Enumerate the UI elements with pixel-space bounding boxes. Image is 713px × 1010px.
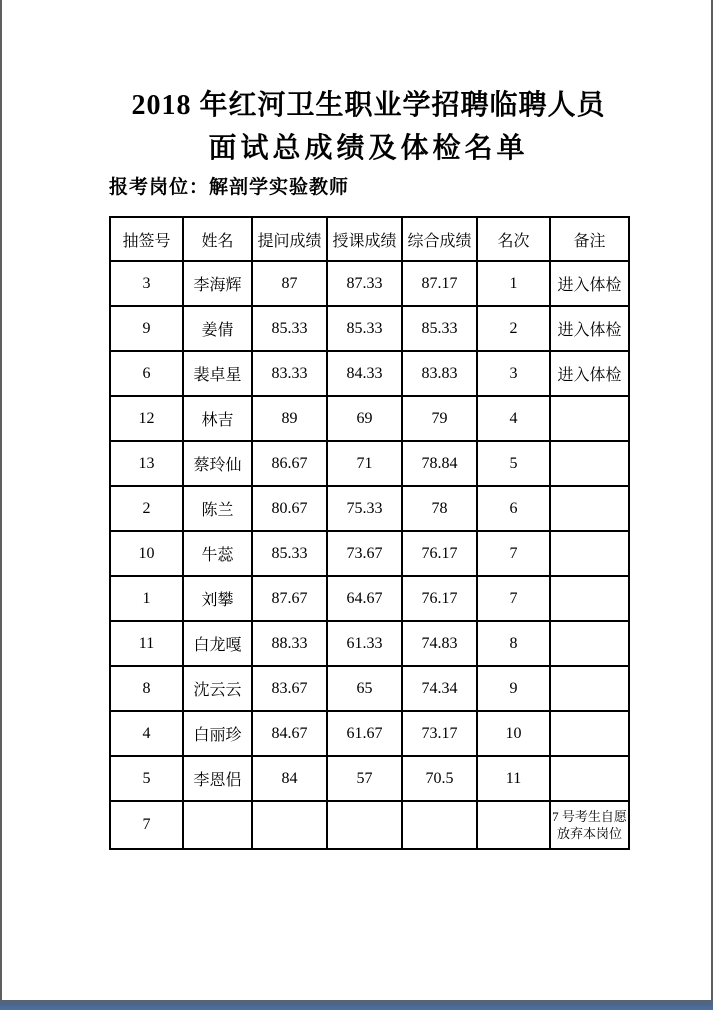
cell-remark bbox=[550, 756, 629, 801]
cell-rank: 5 bbox=[477, 441, 550, 486]
cell-ask-score: 83.67 bbox=[252, 666, 327, 711]
cell-ask-score: 83.33 bbox=[252, 351, 327, 396]
column-header: 姓名 bbox=[183, 217, 252, 261]
cell-total-score: 76.17 bbox=[402, 576, 477, 621]
cell-name: 李恩侣 bbox=[183, 756, 252, 801]
cell-remark bbox=[550, 486, 629, 531]
cell-remark bbox=[550, 621, 629, 666]
cell-total-score: 74.34 bbox=[402, 666, 477, 711]
cell-name: 白丽珍 bbox=[183, 711, 252, 756]
cell-teach-score: 65 bbox=[327, 666, 402, 711]
cell-ask-score: 89 bbox=[252, 396, 327, 441]
table-row bbox=[110, 801, 629, 849]
table-row bbox=[110, 261, 629, 306]
page-title-line1: 2018 年红河卫生职业学招聘临聘人员 bbox=[131, 90, 606, 121]
cell-teach-score: 85.33 bbox=[327, 306, 402, 351]
score-table bbox=[109, 216, 630, 850]
cell-total-score: 78.84 bbox=[402, 441, 477, 486]
cell-ask-score: 88.33 bbox=[252, 621, 327, 666]
page-title bbox=[109, 84, 628, 170]
cell-teach-score: 73.67 bbox=[327, 531, 402, 576]
cell-teach-score: 61.67 bbox=[327, 711, 402, 756]
cell-remark bbox=[550, 396, 629, 441]
cell-rank: 9 bbox=[477, 666, 550, 711]
cell-draw-no: 4 bbox=[110, 711, 183, 756]
cell-rank: 8 bbox=[477, 621, 550, 666]
cell-name: 蔡玲仙 bbox=[183, 441, 252, 486]
table-row bbox=[110, 441, 629, 486]
cell-teach-score: 64.67 bbox=[327, 576, 402, 621]
cell-ask-score: 84 bbox=[252, 756, 327, 801]
cell-rank: 1 bbox=[477, 261, 550, 306]
cell-total-score: 79 bbox=[402, 396, 477, 441]
table-row bbox=[110, 576, 629, 621]
column-header: 综合成绩 bbox=[402, 217, 477, 261]
cell-total-score: 85.33 bbox=[402, 306, 477, 351]
cell-draw-no: 8 bbox=[110, 666, 183, 711]
cell-ask-score: 87 bbox=[252, 261, 327, 306]
cell-draw-no: 13 bbox=[110, 441, 183, 486]
column-header: 备注 bbox=[550, 217, 629, 261]
cell-ask-score: 85.33 bbox=[252, 306, 327, 351]
cell-rank: 6 bbox=[477, 486, 550, 531]
cell-teach-score: 84.33 bbox=[327, 351, 402, 396]
cell-total-score: 74.83 bbox=[402, 621, 477, 666]
cell-ask-score: 84.67 bbox=[252, 711, 327, 756]
column-header: 名次 bbox=[477, 217, 550, 261]
cell-rank: 3 bbox=[477, 351, 550, 396]
cell-total-score bbox=[402, 801, 477, 849]
cell-ask-score: 87.67 bbox=[252, 576, 327, 621]
page-title-line2: 面试总成绩及体检名单 bbox=[208, 133, 529, 164]
cell-teach-score: 57 bbox=[327, 756, 402, 801]
cell-rank: 2 bbox=[477, 306, 550, 351]
cell-teach-score bbox=[327, 801, 402, 849]
cell-ask-score bbox=[252, 801, 327, 849]
cell-name: 姜倩 bbox=[183, 306, 252, 351]
cell-name: 李海辉 bbox=[183, 261, 252, 306]
cell-ask-score: 85.33 bbox=[252, 531, 327, 576]
cell-teach-score: 69 bbox=[327, 396, 402, 441]
score-table-body bbox=[110, 261, 629, 849]
cell-draw-no: 7 bbox=[110, 801, 183, 849]
cell-remark bbox=[550, 666, 629, 711]
cell-rank: 4 bbox=[477, 396, 550, 441]
cell-remark bbox=[550, 576, 629, 621]
cell-remark: 进入体检 bbox=[550, 306, 629, 351]
table-row bbox=[110, 486, 629, 531]
position-label: 报考岗位：解剖学实验教师 bbox=[109, 177, 350, 198]
score-table-header bbox=[110, 217, 629, 261]
cell-total-score: 87.17 bbox=[402, 261, 477, 306]
table-row bbox=[110, 756, 629, 801]
cell-total-score: 73.17 bbox=[402, 711, 477, 756]
cell-teach-score: 61.33 bbox=[327, 621, 402, 666]
cell-rank: 11 bbox=[477, 756, 550, 801]
cell-remark: 7 号考生自愿放弃本岗位 bbox=[550, 801, 629, 849]
cell-total-score: 83.83 bbox=[402, 351, 477, 396]
page-bottom-shadow bbox=[0, 1000, 713, 1010]
cell-rank: 7 bbox=[477, 531, 550, 576]
cell-teach-score: 75.33 bbox=[327, 486, 402, 531]
cell-ask-score: 80.67 bbox=[252, 486, 327, 531]
cell-ask-score: 86.67 bbox=[252, 441, 327, 486]
cell-draw-no: 3 bbox=[110, 261, 183, 306]
cell-draw-no: 2 bbox=[110, 486, 183, 531]
cell-draw-no: 11 bbox=[110, 621, 183, 666]
table-row bbox=[110, 531, 629, 576]
cell-name: 裴卓星 bbox=[183, 351, 252, 396]
cell-rank bbox=[477, 801, 550, 849]
cell-total-score: 76.17 bbox=[402, 531, 477, 576]
column-header: 授课成绩 bbox=[327, 217, 402, 261]
cell-draw-no: 9 bbox=[110, 306, 183, 351]
table-row bbox=[110, 621, 629, 666]
table-row bbox=[110, 396, 629, 441]
table-row bbox=[110, 351, 629, 396]
document-content bbox=[109, 0, 628, 850]
cell-name: 牛蕊 bbox=[183, 531, 252, 576]
cell-draw-no: 1 bbox=[110, 576, 183, 621]
cell-remark bbox=[550, 531, 629, 576]
page-left-border bbox=[0, 0, 2, 1010]
table-row bbox=[110, 306, 629, 351]
table-row bbox=[110, 666, 629, 711]
column-header: 抽签号 bbox=[110, 217, 183, 261]
header-row bbox=[110, 217, 629, 261]
cell-draw-no: 5 bbox=[110, 756, 183, 801]
cell-remark bbox=[550, 711, 629, 756]
cell-name: 白龙嘎 bbox=[183, 621, 252, 666]
cell-name bbox=[183, 801, 252, 849]
cell-rank: 7 bbox=[477, 576, 550, 621]
cell-rank: 10 bbox=[477, 711, 550, 756]
column-header: 提问成绩 bbox=[252, 217, 327, 261]
cell-name: 陈兰 bbox=[183, 486, 252, 531]
cell-teach-score: 87.33 bbox=[327, 261, 402, 306]
cell-remark bbox=[550, 441, 629, 486]
cell-total-score: 78 bbox=[402, 486, 477, 531]
cell-draw-no: 10 bbox=[110, 531, 183, 576]
cell-remark: 进入体检 bbox=[550, 261, 629, 306]
cell-total-score: 70.5 bbox=[402, 756, 477, 801]
cell-name: 林吉 bbox=[183, 396, 252, 441]
cell-draw-no: 12 bbox=[110, 396, 183, 441]
cell-draw-no: 6 bbox=[110, 351, 183, 396]
table-row bbox=[110, 711, 629, 756]
cell-teach-score: 71 bbox=[327, 441, 402, 486]
cell-name: 刘攀 bbox=[183, 576, 252, 621]
cell-remark: 进入体检 bbox=[550, 351, 629, 396]
cell-name: 沈云云 bbox=[183, 666, 252, 711]
